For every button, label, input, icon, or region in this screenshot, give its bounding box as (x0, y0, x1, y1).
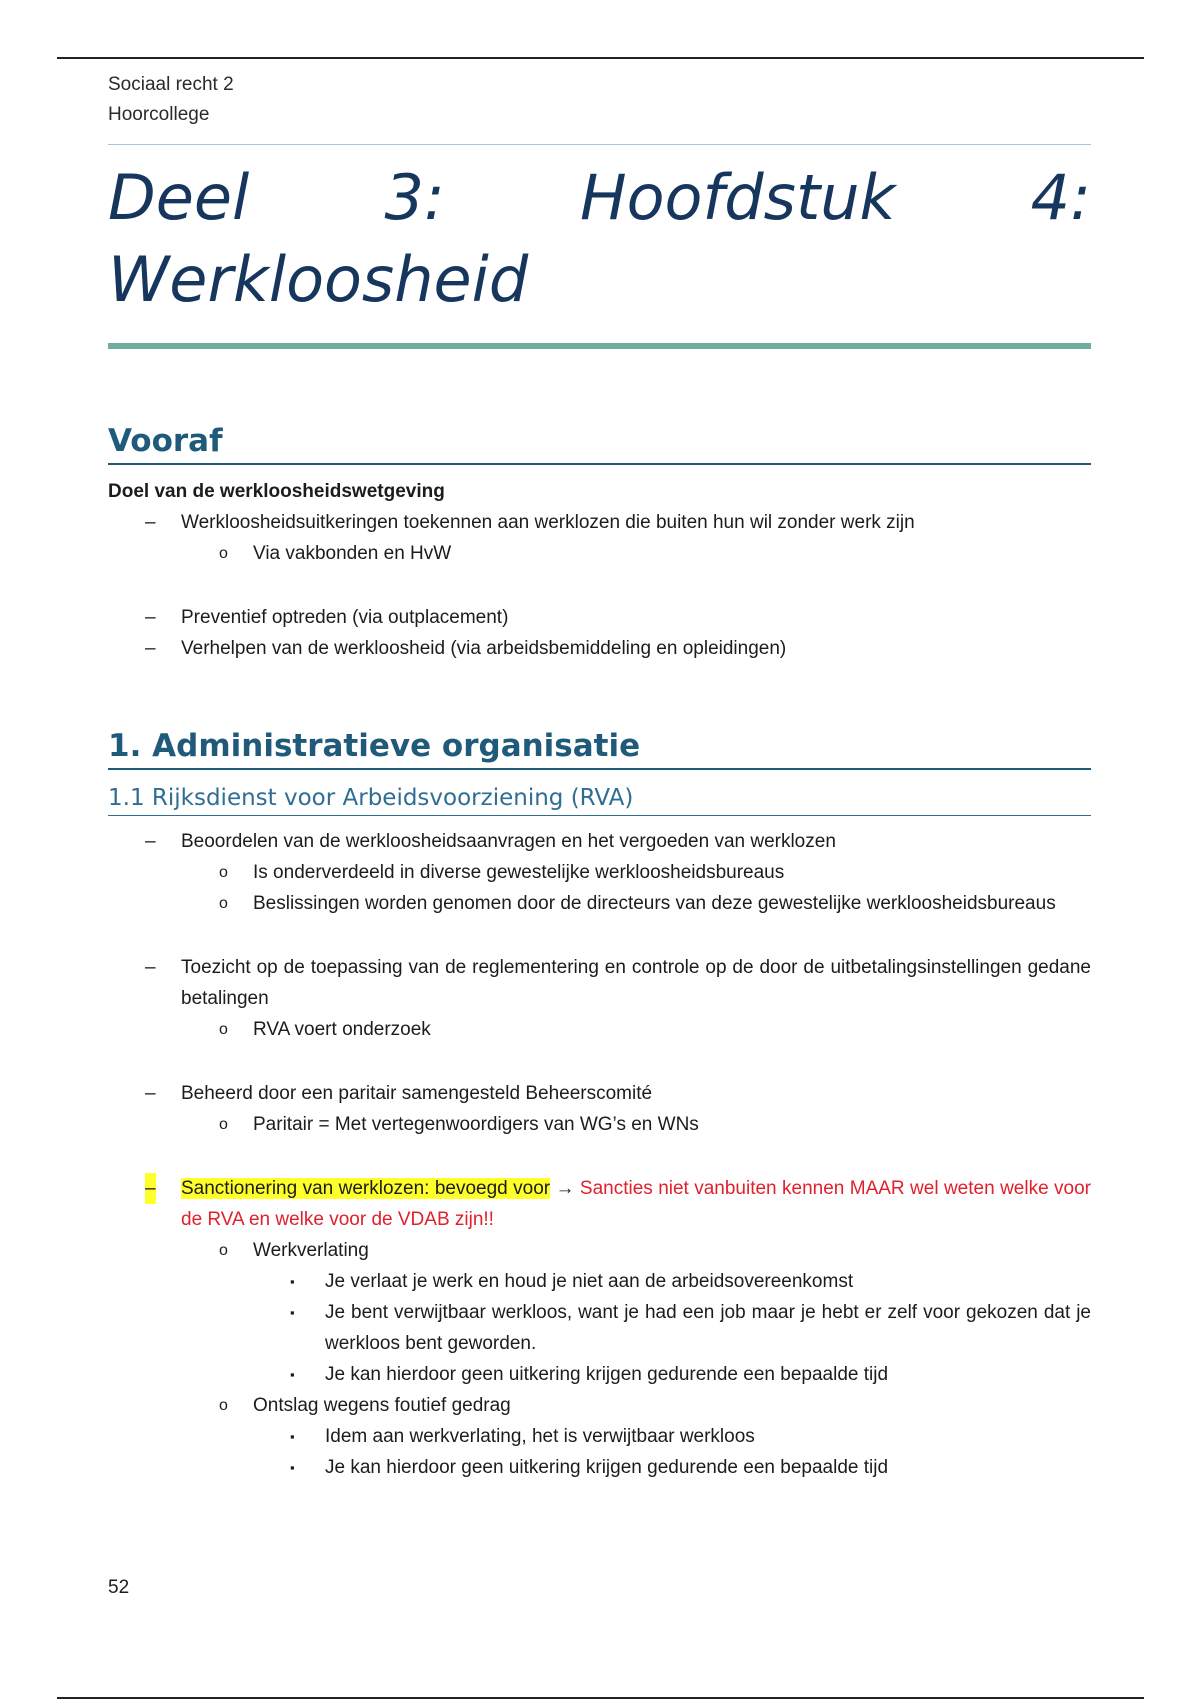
square-bullet: ▪ (290, 1274, 295, 1289)
list-item: o Via vakbonden en HvW (108, 538, 1091, 569)
title-word: 3: (384, 161, 445, 234)
heading-administratieve-organisatie: 1. Administratieve organisatie (108, 726, 1091, 770)
dash-bullet: – (145, 957, 156, 978)
list-item: – Beoordelen van de werkloosheidsaanvragen en het vergoeden van werklozen (108, 826, 1091, 857)
circle-bullet: o (219, 1021, 228, 1038)
list-item: – Verhelpen van de werkloosheid (via arbeidsbemiddeling en opleidingen) (108, 633, 1091, 664)
list-item: – Preventief optreden (via outplacement) (108, 602, 1091, 633)
circle-bullet: o (219, 545, 228, 562)
list-item: ▪ Je kan hierdoor geen uitkering krijgen gedurende een bepaalde tijd (108, 1359, 1091, 1390)
square-bullet: ▪ (290, 1429, 295, 1444)
title-word: Hoofdstuk (579, 161, 896, 234)
circle-bullet: o (219, 864, 228, 881)
dash-bullet: – (145, 607, 156, 628)
dash-bullet: – (145, 1083, 156, 1104)
square-bullet: ▪ (290, 1367, 295, 1382)
chapter-title (108, 157, 1091, 321)
highlighted-text: Sanctionering van werklozen: bevoegd voor (181, 1178, 551, 1199)
arrow-icon: → (555, 1178, 575, 1199)
list-item: o RVA voert onderzoek (108, 1014, 1091, 1045)
red-note: Sancties niet vanbuiten kennen MAAR wel weten welke voor de RVA en welke voor de VDAB zijn!! (181, 1178, 1092, 1230)
circle-bullet: o (219, 1397, 228, 1414)
circle-bullet: o (219, 895, 228, 912)
list-item: – Toezicht op de toepassing van de reglementering en controle op de door de uitbetalingsinstellingen gedane betalingen (108, 952, 1091, 1014)
title-word: 4: (1030, 161, 1091, 234)
top-rule (57, 57, 1144, 59)
heading-vooraf: Vooraf (108, 421, 1091, 465)
square-bullet: ▪ (290, 1460, 295, 1475)
square-bullet: ▪ (290, 1305, 295, 1320)
title-word: Werkloosheid (108, 243, 529, 316)
header-rule (108, 144, 1091, 145)
list-item: – Beheerd door een paritair samengesteld Beheerscomité (108, 1078, 1091, 1109)
title-word: Deel (108, 161, 250, 234)
header-type: Hoorcollege (108, 104, 210, 125)
dash-bullet: – (145, 831, 156, 852)
list-item: o Is onderverdeeld in diverse gewestelijke werkloosheidsbureaus (108, 857, 1091, 888)
list-item: o Werkverlating (108, 1235, 1091, 1266)
list-item: ▪ Je kan hierdoor geen uitkering krijgen gedurende een bepaalde tijd (108, 1452, 1091, 1483)
list-item-sanctionering (108, 1173, 1091, 1235)
list-item: – Werkloosheidsuitkeringen toekennen aan werklozen die buiten hun wil zonder werk zijn (108, 507, 1091, 538)
list-item: o Beslissingen worden genomen door de directeurs van deze gewestelijke werkloosheidsbureaus (108, 888, 1091, 919)
dash-bullet: – (145, 1173, 156, 1204)
circle-bullet: o (219, 1242, 228, 1259)
subheading-doel: Doel van de werkloosheidswetgeving (108, 481, 445, 502)
list-item: o Paritair = Met vertegenwoordigers van WG’s en WNs (108, 1109, 1091, 1140)
list-item: ▪ Je verlaat je werk en houd je niet aan de arbeidsovereenkomst (108, 1266, 1091, 1297)
dash-bullet: – (145, 512, 156, 533)
header-course: Sociaal recht 2 (108, 74, 234, 95)
list-item: ▪ Idem aan werkverlating, het is verwijtbaar werkloos (108, 1421, 1091, 1452)
page-number: 52 (108, 1577, 130, 1598)
bottom-rule (57, 1697, 1144, 1699)
heading-rva: 1.1 Rijksdienst voor Arbeidsvoorziening (RVA) (108, 782, 1091, 816)
circle-bullet: o (219, 1116, 228, 1133)
list-item: ▪ Je bent verwijtbaar werkloos, want je had een job maar je hebt er zelf voor gekozen dat je werkloos bent geworden. (108, 1297, 1091, 1359)
document-page (108, 70, 1091, 1483)
dash-bullet: – (145, 638, 156, 659)
list-item: o Ontslag wegens foutief gedrag (108, 1390, 1091, 1421)
